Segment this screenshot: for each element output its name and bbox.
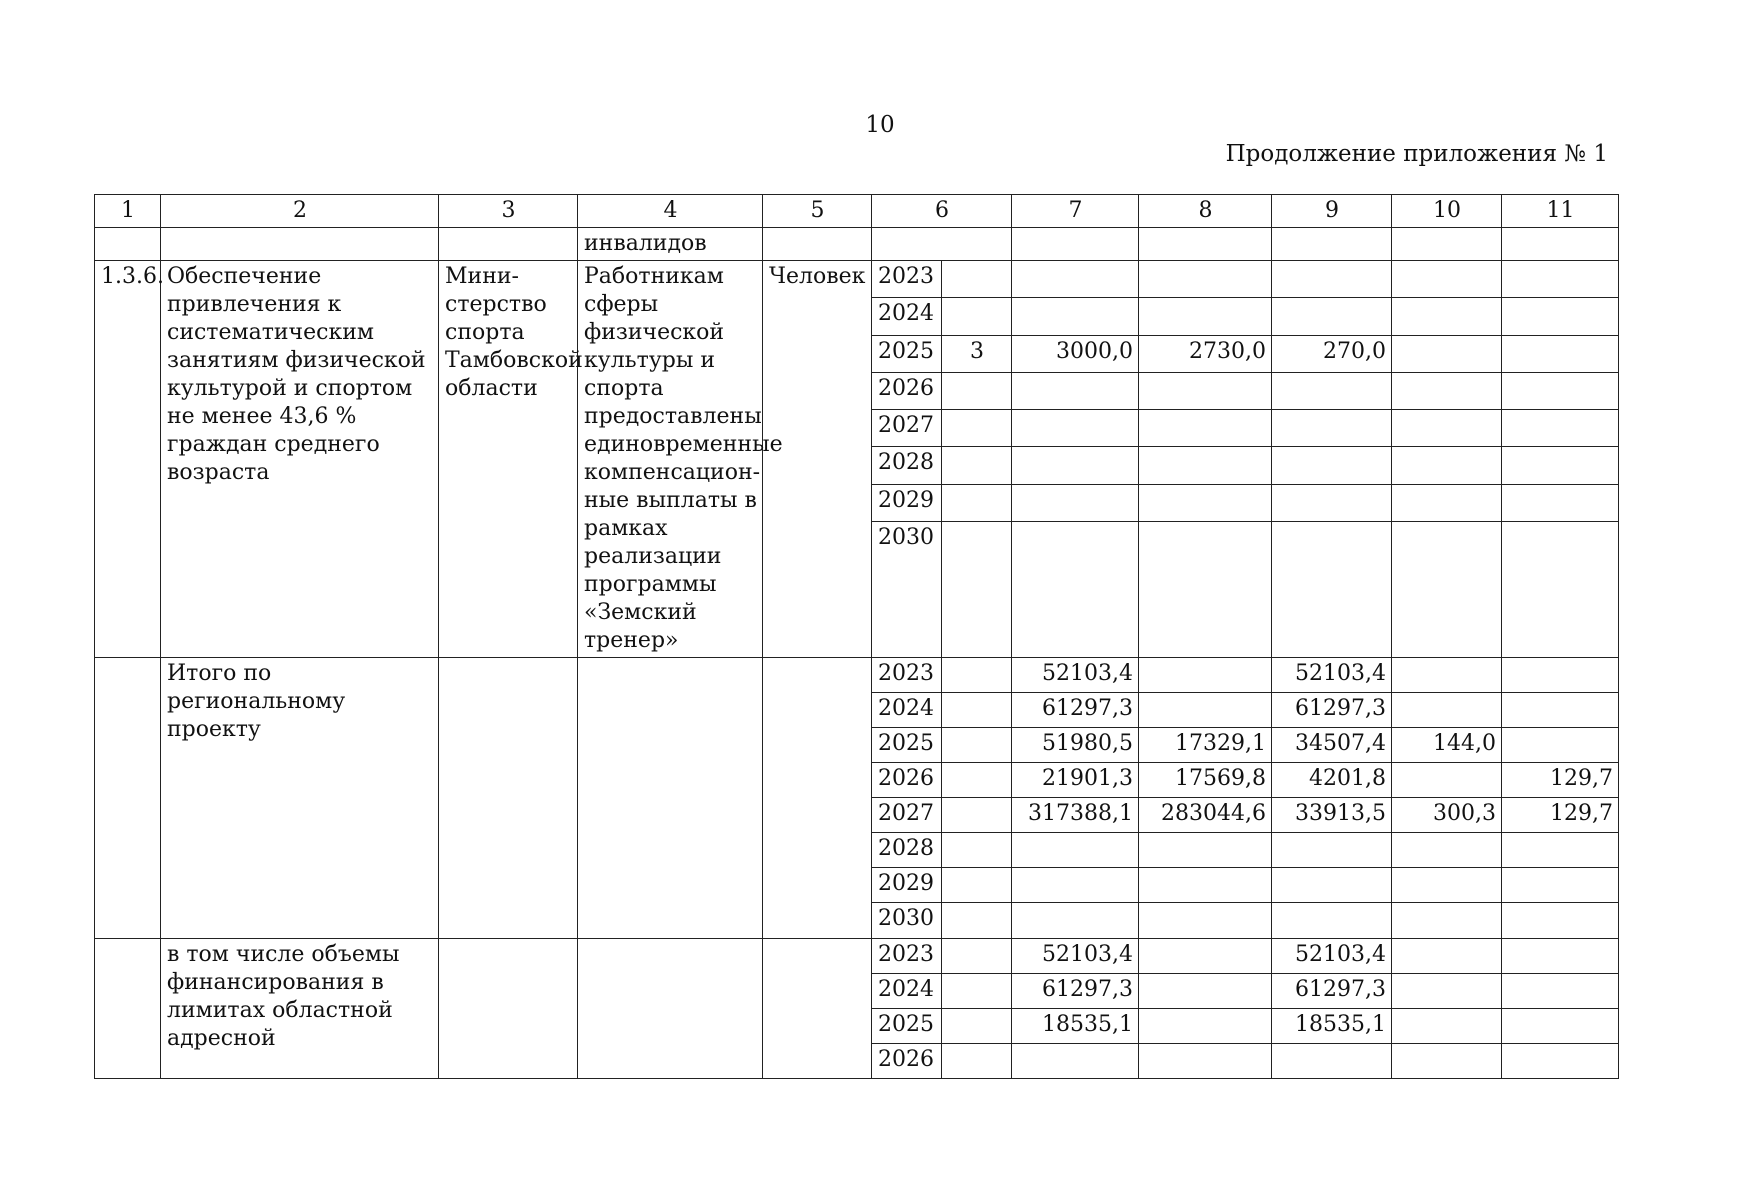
year-cell: 2026 [872, 372, 942, 409]
regional-cell: 52103,4 [1272, 658, 1392, 693]
federal-cell [1139, 658, 1272, 693]
page-number: 10 [865, 112, 895, 138]
continuation-caption: Продолжение приложения № 1 [1225, 141, 1608, 167]
municipal-cell [1392, 372, 1502, 409]
regional-cell [1272, 1044, 1392, 1079]
quantity-cell: 3 [942, 335, 1012, 372]
header-cell: 10 [1392, 195, 1502, 228]
quantity-cell [942, 658, 1012, 693]
quantity-cell [942, 974, 1012, 1009]
total-cell: 52103,4 [1012, 658, 1139, 693]
extrabudget-cell [1502, 298, 1619, 335]
municipal-cell [1392, 763, 1502, 798]
quantity-cell [942, 521, 1012, 657]
year-cell: 2028 [872, 447, 942, 484]
extrabudget-cell [1502, 868, 1619, 903]
total-cell [1012, 447, 1139, 484]
federal-cell: 283044,6 [1139, 798, 1272, 833]
item-unit [763, 939, 872, 1079]
federal-cell [1139, 868, 1272, 903]
federal-cell [1139, 261, 1272, 298]
total-cell: 61297,3 [1012, 693, 1139, 728]
carry-over-row [95, 228, 1619, 261]
municipal-cell [1392, 484, 1502, 521]
total-cell: 3000,0 [1012, 335, 1139, 372]
extrabudget-cell [1502, 833, 1619, 868]
year-cell: 2024 [872, 693, 942, 728]
federal-cell: 2730,0 [1139, 335, 1272, 372]
municipal-cell [1392, 939, 1502, 974]
regional-cell [1272, 261, 1392, 298]
quantity-cell [942, 903, 1012, 939]
municipal-cell [1392, 693, 1502, 728]
federal-cell [1139, 372, 1272, 409]
regional-cell [1272, 833, 1392, 868]
regional-cell [1272, 372, 1392, 409]
quantity-cell [942, 693, 1012, 728]
extrabudget-cell [1502, 693, 1619, 728]
total-cell [1012, 903, 1139, 939]
extrabudget-cell [1502, 261, 1619, 298]
quantity-cell [942, 261, 1012, 298]
quantity-cell [942, 868, 1012, 903]
item-executor: Мини-стерство спорта Тамбовской области [439, 261, 578, 658]
municipal-cell [1392, 833, 1502, 868]
year-cell: 2024 [872, 298, 942, 335]
extrabudget-cell [1502, 447, 1619, 484]
extrabudget-cell [1502, 484, 1619, 521]
regional-cell [1272, 521, 1392, 657]
year-cell: 2024 [872, 974, 942, 1009]
total-cell [1012, 521, 1139, 657]
total-cell [1012, 1044, 1139, 1079]
extrabudget-cell: 129,7 [1502, 763, 1619, 798]
year-cell: 2028 [872, 833, 942, 868]
header-cell: 8 [1139, 195, 1272, 228]
year-cell: 2026 [872, 763, 942, 798]
header-cell: 3 [439, 195, 578, 228]
header-row [95, 195, 1619, 228]
extrabudget-cell: 129,7 [1502, 798, 1619, 833]
year-cell: 2027 [872, 798, 942, 833]
quantity-cell [942, 763, 1012, 798]
year-cell: 2029 [872, 868, 942, 903]
item-number [95, 658, 161, 939]
municipal-cell [1392, 521, 1502, 657]
total-cell [1012, 868, 1139, 903]
table-row [95, 939, 1619, 974]
year-cell: 2023 [872, 261, 942, 298]
municipal-cell [1392, 447, 1502, 484]
year-cell: 2029 [872, 484, 942, 521]
total-cell: 21901,3 [1012, 763, 1139, 798]
quantity-cell [942, 484, 1012, 521]
item-name: в том числе объемы финансирования в лимитах областной адресной [161, 939, 439, 1079]
regional-cell [1272, 298, 1392, 335]
quantity-cell [942, 410, 1012, 447]
total-cell [1012, 410, 1139, 447]
item-number [95, 939, 161, 1079]
item-unit [763, 658, 872, 939]
extrabudget-cell [1502, 335, 1619, 372]
federal-cell [1139, 484, 1272, 521]
header-cell: 2 [161, 195, 439, 228]
total-cell [1012, 833, 1139, 868]
total-cell: 61297,3 [1012, 974, 1139, 1009]
carry-over-text: инвалидов [578, 228, 763, 261]
municipal-cell [1392, 1044, 1502, 1079]
year-cell: 2023 [872, 658, 942, 693]
total-cell: 317388,1 [1012, 798, 1139, 833]
total-cell: 18535,1 [1012, 1009, 1139, 1044]
municipal-cell [1392, 261, 1502, 298]
municipal-cell [1392, 335, 1502, 372]
total-cell: 51980,5 [1012, 728, 1139, 763]
federal-cell [1139, 1009, 1272, 1044]
extrabudget-cell [1502, 521, 1619, 657]
header-cell: 5 [763, 195, 872, 228]
regional-cell: 33913,5 [1272, 798, 1392, 833]
total-cell [1012, 484, 1139, 521]
quantity-cell [942, 1044, 1012, 1079]
header-cell: 11 [1502, 195, 1619, 228]
appendix-table [94, 194, 1619, 1079]
total-cell [1012, 261, 1139, 298]
quantity-cell [942, 728, 1012, 763]
quantity-cell [942, 298, 1012, 335]
total-cell: 52103,4 [1012, 939, 1139, 974]
item-name: Итого по региональному проекту [161, 658, 439, 939]
year-cell: 2027 [872, 410, 942, 447]
header-cell: 4 [578, 195, 763, 228]
federal-cell [1139, 298, 1272, 335]
extrabudget-cell [1502, 974, 1619, 1009]
year-cell: 2025 [872, 335, 942, 372]
federal-cell [1139, 939, 1272, 974]
regional-cell: 270,0 [1272, 335, 1392, 372]
year-cell: 2026 [872, 1044, 942, 1079]
year-cell: 2023 [872, 939, 942, 974]
table-row [95, 261, 1619, 298]
extrabudget-cell [1502, 658, 1619, 693]
year-cell: 2030 [872, 903, 942, 939]
federal-cell [1139, 1044, 1272, 1079]
municipal-cell [1392, 298, 1502, 335]
quantity-cell [942, 1009, 1012, 1044]
municipal-cell: 300,3 [1392, 798, 1502, 833]
federal-cell [1139, 693, 1272, 728]
municipal-cell [1392, 974, 1502, 1009]
quantity-cell [942, 939, 1012, 974]
regional-cell: 18535,1 [1272, 1009, 1392, 1044]
extrabudget-cell [1502, 1009, 1619, 1044]
extrabudget-cell [1502, 372, 1619, 409]
total-cell [1012, 298, 1139, 335]
extrabudget-cell [1502, 728, 1619, 763]
municipal-cell [1392, 658, 1502, 693]
municipal-cell [1392, 903, 1502, 939]
regional-cell: 61297,3 [1272, 974, 1392, 1009]
regional-cell [1272, 447, 1392, 484]
regional-cell: 61297,3 [1272, 693, 1392, 728]
year-cell: 2025 [872, 728, 942, 763]
extrabudget-cell [1502, 903, 1619, 939]
item-result [578, 939, 763, 1079]
year-cell: 2030 [872, 521, 942, 657]
regional-cell: 34507,4 [1272, 728, 1392, 763]
item-unit: Человек [763, 261, 872, 658]
federal-cell [1139, 903, 1272, 939]
quantity-cell [942, 833, 1012, 868]
year-cell: 2025 [872, 1009, 942, 1044]
item-result: Работникам сферы физической культуры и спорта предоставлены единовременные компенсацион-ные выплаты в рамках реализации программы «Земский тренер» [578, 261, 763, 658]
municipal-cell [1392, 1009, 1502, 1044]
item-result [578, 658, 763, 939]
regional-cell [1272, 410, 1392, 447]
federal-cell [1139, 974, 1272, 1009]
item-executor [439, 658, 578, 939]
header-cell: 6 [872, 195, 1012, 228]
federal-cell [1139, 833, 1272, 868]
quantity-cell [942, 798, 1012, 833]
header-cell: 9 [1272, 195, 1392, 228]
regional-cell [1272, 484, 1392, 521]
item-number: 1.3.6. [95, 261, 161, 658]
item-executor [439, 939, 578, 1079]
regional-cell: 52103,4 [1272, 939, 1392, 974]
regional-cell [1272, 903, 1392, 939]
federal-cell: 17569,8 [1139, 763, 1272, 798]
federal-cell [1139, 447, 1272, 484]
regional-cell: 4201,8 [1272, 763, 1392, 798]
header-cell: 7 [1012, 195, 1139, 228]
table-row [95, 658, 1619, 693]
header-cell: 1 [95, 195, 161, 228]
extrabudget-cell [1502, 939, 1619, 974]
regional-cell [1272, 868, 1392, 903]
municipal-cell: 144,0 [1392, 728, 1502, 763]
municipal-cell [1392, 868, 1502, 903]
extrabudget-cell [1502, 1044, 1619, 1079]
quantity-cell [942, 447, 1012, 484]
item-name: Обеспечение привлечения к систематическим занятиям физической культурой и спортом не менее 43,6 % граждан среднего возраста [161, 261, 439, 658]
extrabudget-cell [1502, 410, 1619, 447]
quantity-cell [942, 372, 1012, 409]
federal-cell [1139, 521, 1272, 657]
federal-cell: 17329,1 [1139, 728, 1272, 763]
federal-cell [1139, 410, 1272, 447]
municipal-cell [1392, 410, 1502, 447]
total-cell [1012, 372, 1139, 409]
